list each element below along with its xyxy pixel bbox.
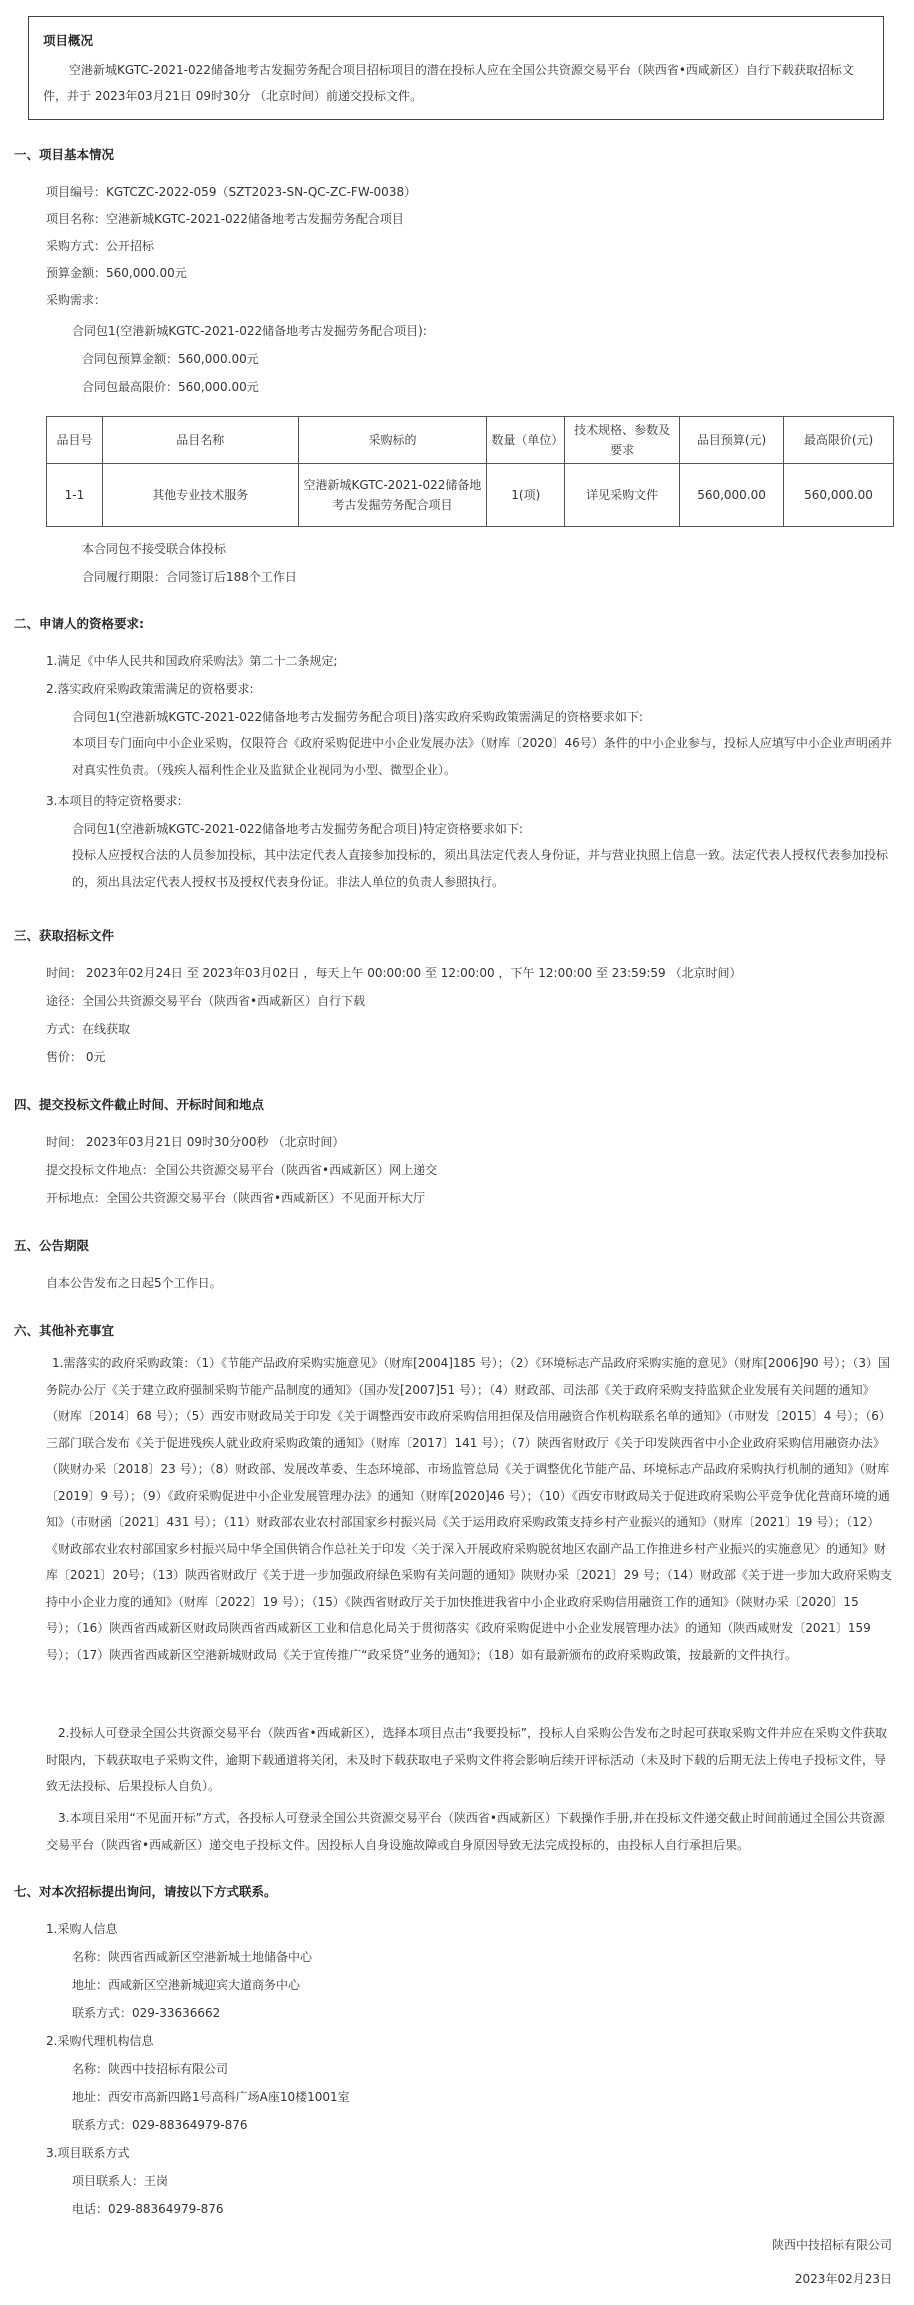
project-contact-person: 项目联系人：王岗 xyxy=(72,2174,169,2188)
qualification-item-2-text: 本项目专门面向中小企业采购，仅限符合《政府采购促进中小企业发展办法》（财库〔2020〕46号）条件的中小企业参与，投标人应填写中小企业声明函并对真实性负责。（残疾人福利性企业及监狱企业视同为小型、微型企业）。 xyxy=(72,736,892,777)
project-name: 项目名称：空港新城KGTC-2021-022储备地考古发掘劳务配合项目 xyxy=(46,212,404,226)
table-header: 最高限价(元) xyxy=(784,417,894,464)
footer-company: 陕西中技招标有限公司 xyxy=(771,2238,892,2252)
buyer-info-title: 1.采购人信息 xyxy=(46,1922,118,1936)
qualification-item-3: 3.本项目的特定资格要求: xyxy=(46,794,182,808)
table-cell: 详见采购文件 xyxy=(565,464,680,527)
qualification-item-1: 1.满足《中华人民共和国政府采购法》第二十二条规定; xyxy=(46,654,338,668)
opening-location: 开标地点：全国公共资源交易平台（陕西省•西咸新区）不见面开标大厅 xyxy=(46,1191,426,1205)
overview-text: 空港新城KGTC-2021-022储备地考古发掘劳务配合项目招标项目的潜在投标人应在全国公共资源交易平台（陕西省•西咸新区）自行下载获取招标文件，并于 2023年03月21日 09时30分 （北京时间）前递交投标文件。 xyxy=(43,63,854,103)
table-cell: 空港新城KGTC-2021-022储备地考古发掘劳务配合项目 xyxy=(298,464,487,527)
buyer-address: 地址：西咸新区空港新城迎宾大道商务中心 xyxy=(72,1978,301,1992)
section-2-heading: 二、申请人的资格要求: xyxy=(14,616,144,631)
section-1-heading: 一、项目基本情况 xyxy=(14,147,115,162)
section-4-heading: 四、提交投标文件截止时间、开标时间和地点 xyxy=(14,1097,265,1112)
overview-box xyxy=(28,16,884,120)
section-6-heading: 六、其他补充事宜 xyxy=(14,1323,115,1338)
package-limit: 合同包最高限价：560,000.00元 xyxy=(82,380,259,394)
items-table xyxy=(46,416,894,527)
announcement-period: 自本公告发布之日起5个工作日。 xyxy=(46,1276,222,1290)
submit-location: 提交投标文件地点：全国公共资源交易平台（陕西省•西咸新区）网上递交 xyxy=(46,1163,438,1177)
obtain-way: 途径：全国公共资源交易平台（陕西省•西咸新区）自行下载 xyxy=(46,994,366,1008)
table-header: 品目号 xyxy=(47,417,103,464)
project-contact-title: 3.项目联系方式 xyxy=(46,2146,130,2160)
table-cell: 560,000.00 xyxy=(680,464,784,527)
agent-name: 名称：陕西中技招标有限公司 xyxy=(72,2062,229,2076)
obtain-mode: 方式：在线获取 xyxy=(46,1022,131,1036)
section-3-heading: 三、获取招标文件 xyxy=(14,928,115,943)
table-header: 技术规格、参数及要求 xyxy=(565,417,680,464)
table-header: 数量（单位） xyxy=(487,417,565,464)
buyer-phone: 联系方式：029-33636662 xyxy=(72,2006,221,2020)
obtain-price: 售价： 0元 xyxy=(46,1050,106,1064)
overview-title: 项目概况 xyxy=(43,33,94,48)
qualification-item-3-package: 合同包1(空港新城KGTC-2021-022储备地考古发掘劳务配合项目)特定资格要求如下: xyxy=(72,822,523,836)
contract-period: 合同履行期限：合同签订后188个工作日 xyxy=(82,570,297,584)
policy-list: 1.需落实的政府采购政策：（1）《节能产品政府采购实施意见》（财库[2004]185 号）；（2）《环境标志产品政府采购实施的意见》（财库[2006]90 号）；（3）国务院办公厅《关于建立政府强制采购节能产品制度的通知》（国办发[2007]51 号）；（4）财政部、司法部《关于政府采购支持监狱企业发展有关问题的通知》（财库〔2014〕68 号）；（5）西安市财政局关于印发《关于调整西安市政府采购信用担保及信用融资合作机构联系名单的通知》（市财发〔2015〕4 号）；（6）三部门联合发布《关于促进残疾人就业政府采购政策的通知》（财库〔2017〕141 号）；（7）陕西省财政厅《关于印发陕西省中小企业政府采购信用融资办法》（陕财办采〔2018〕23 号）；（8）财政部、发展改革委、生态环境部、市场监管总局《关于调整优化节能产品、环境标志产品政府采购执行机制的通知》（财库〔2019〕9 号）；（9）《政府采购促进中小企业发展管理办法》的通知（财库[2020]46 号）；（10）《西安市财政局关于促进政府采购公平竞争优化营商环境的通知》（市财函〔2021〕431 号）；（11）财政部农业农村部国家乡村振兴局《关于运用政府采购政策支持乡村产业振兴的通知》（财库〔2021〕19 号）；（12）《财政部农业农村部国家乡村振兴局中华全国供销合作总社关于印发〈关于深入开展政府采购脱贫地区农副产品工作推进乡村产业振兴的实施意见〉的通知》财库〔2021〕20号；（13）陕西省财政厅《关于进一步加强政府绿色采购有关问题的通知》陕财办采〔2021〕29 号；（14）财政部《关于进一步加大政府采购支持中小企业力度的通知》（财库〔2022〕19 号）；（15）《陕西省财政厅关于加快推进我省中小企业政府采购信用融资工作的通知》（陕财办采〔2020〕15 号）；（16）陕西省西咸新区财政局陕西省西咸新区工业和信息化局关于贯彻落实《政府采购促进中小企业发展管理办法》的通知（陕西咸财发〔2021〕159号）；（17）陕西省西咸新区空港新城财政局《关于宣传推广“政采贷”业务的通知》；（18）如有最新颁布的政府采购政策，按最新的文件执行。 xyxy=(46,1356,892,1662)
deadline-time: 时间： 2023年03月21日 09时30分00秒 （北京时间） xyxy=(46,1135,345,1149)
section-7-heading: 七、对本次招标提出询问，请按以下方式联系。 xyxy=(14,1884,277,1899)
project-contact-phone: 电话：029-88364979-876 xyxy=(72,2202,224,2216)
section-5-heading: 五、公告期限 xyxy=(14,1238,90,1253)
table-header: 采购标的 xyxy=(298,417,487,464)
procurement-demand: 采购需求： xyxy=(46,293,107,307)
project-number: 项目编号：KGTCZC-2022-059（SZT2023-SN-QC-ZC-FW-0038） xyxy=(46,185,417,199)
table-header-row xyxy=(47,417,894,464)
table-cell: 560,000.00 xyxy=(784,464,894,527)
agent-address: 地址：西安市高新四路1号高科广场A座10楼1001室 xyxy=(72,2090,350,2104)
table-header: 品目预算(元) xyxy=(680,417,784,464)
agent-phone: 联系方式：029-88364979-876 xyxy=(72,2118,248,2132)
budget-amount: 预算金额：560,000.00元 xyxy=(46,266,187,280)
supplement-item-2: 2.投标人可登录全国公共资源交易平台（陕西省•西咸新区），选择本项目点击“我要投标”，投标人自采购公告发布之时起可获取采购文件并应在采购文件获取时限内，下载获取电子采购文件，逾期下载通道将关闭，未及时下载获取电子采购文件将会影响后续开评标活动（未及时下载的后期无法上传电子投标文件，导致无法投标、后果投标人自负）。 xyxy=(46,1726,887,1793)
obtain-time: 时间： 2023年02月24日 至 2023年03月02日 ，每天上午 00:00:00 至 12:00:00 ，下午 12:00:00 至 23:59:59 （北京时间） xyxy=(46,966,742,980)
package-title: 合同包1(空港新城KGTC-2021-022储备地考古发掘劳务配合项目): xyxy=(72,324,427,338)
qualification-item-2: 2.落实政府采购政策需满足的资格要求: xyxy=(46,682,254,696)
no-consortium-note: 本合同包不接受联合体投标 xyxy=(82,542,227,556)
qualification-item-2-package: 合同包1(空港新城KGTC-2021-022储备地考古发掘劳务配合项目)落实政府采购政策需满足的资格要求如下: xyxy=(72,710,643,724)
package-budget: 合同包预算金额：560,000.00元 xyxy=(82,352,259,366)
table-cell: 1(项) xyxy=(487,464,565,527)
table-cell: 其他专业技术服务 xyxy=(102,464,298,527)
table-header: 品目名称 xyxy=(102,417,298,464)
buyer-name: 名称：陕西省西咸新区空港新城土地储备中心 xyxy=(72,1950,313,1964)
procurement-method: 采购方式：公开招标 xyxy=(46,239,155,253)
supplement-item-3: 3.本项目采用“不见面开标”方式，各投标人可登录全国公共资源交易平台（陕西省•西咸新区）下载操作手册,并在投标文件递交截止时间前通过全国公共资源交易平台（陕西省•西咸新区）递交电子投标文件。因投标人自身设施故障或自身原因导致无法完成投标的，由投标人自行承担后果。 xyxy=(46,1811,885,1852)
footer-date: 2023年02月23日 xyxy=(794,2272,892,2286)
table-row xyxy=(47,464,894,527)
table-cell: 1-1 xyxy=(47,464,103,527)
agent-info-title: 2.采购代理机构信息 xyxy=(46,2034,154,2048)
qualification-item-3-text: 投标人应授权合法的人员参加投标，其中法定代表人直接参加投标的，须出具法定代表人身份证，并与营业执照上信息一致。法定代表人授权代表参加投标的，须出具法定代表人授权书及授权代表身份证。非法人单位的负责人参照执行。 xyxy=(72,848,889,889)
